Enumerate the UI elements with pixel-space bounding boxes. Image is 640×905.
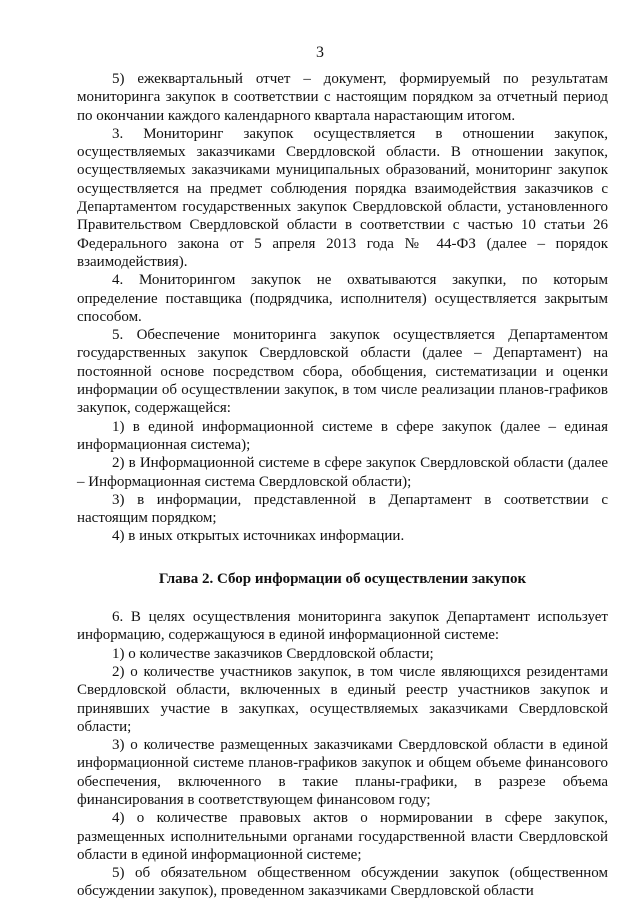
paragraph-6-information-use: 6. В целях осуществления мониторинга закупок Департамент использует информацию, содержащуюся в единой информационной системе: xyxy=(77,609,608,644)
paragraph-4-exclusions: 4. Мониторингом закупок не охватываются закупки, по которым определение поставщика (подрядчика, исполнителя) осуществляется закрытым способом. xyxy=(77,272,608,325)
list-item-participants-count: 2) о количестве участников закупок, в том числе являющихся резидентами Свердловской области, включенных в единый реестр участников закупок и принявших участие в закупках, осуществляемых заказчиками Свердловской области; xyxy=(77,663,608,735)
paragraph-item-5-quarterly-report: 5) ежеквартальный отчет – документ, формируемый по результатам мониторинга закупок в соответствии с настоящим порядком за отчетный период по окончании каждого календарного квартала нарастающим итогом. xyxy=(77,71,608,124)
page-body xyxy=(77,70,608,901)
chapter-heading: Глава 2. Сбор информации об осуществлении закупок xyxy=(158,570,527,587)
list-item-plan-schedules: 3) о количестве размещенных заказчиками Свердловской области в единой информационной системе планов-графиков закупок и общем объеме финансового обеспечения, включенного в такие планы-графики, в разрезе объема финансирования в соответствующем финансовом году; xyxy=(77,737,608,808)
list-item-regional-system: 2) в Информационной системе в сфере закупок Свердловской области (далее – Информационная система Свердловской области); xyxy=(77,455,608,490)
paragraph-3-monitoring-scope: 3. Мониторинг закупок осуществляется в отношении закупок, осуществляемых заказчиками Свердловской области. В отношении закупок, осуществляемых заказчиками муниципальных образований, мониторинг закупок осуществляется на предмет соблюдения порядка взаимодействия заказчиков с Департаментом государственных закупок Свердловской области, установленного Правительством Свердловской области в соответствии с частью 10 статьи 26 Федерального закона от 5 апреля 2013 года № 44-ФЗ (далее – порядок взаимодействия). xyxy=(77,125,608,270)
page-number: 3 xyxy=(316,44,324,61)
list-item-public-discussion: 5) об обязательном общественном обсуждении закупок (общественном обсуждении закупок), проведенном заказчиками Свердловской области xyxy=(77,865,608,900)
list-item-submitted-info: 3) в информации, представленной в Департамент в соответствии с настоящим порядком; xyxy=(77,491,608,527)
list-item-legal-acts: 4) о количестве правовых актов о нормировании в сфере закупок, размещенных исполнительными органами государственной власти Свердловской области в единой информационной системе; xyxy=(77,810,608,863)
paragraph-5-provision: 5. Обеспечение мониторинга закупок осуществляется Департаментом государственных закупок Свердловской области (далее – Департамент) на постоянной основе посредством сбора, обобщения, систематизации и оценки информации об осуществлении закупок, в том числе реализации планов-графиков закупок, содержащейся: xyxy=(77,327,608,417)
list-item-open-sources: 4) в иных открытых источниках информации. xyxy=(112,528,405,545)
list-item-unified-system: 1) в единой информационной системе в сфере закупок (далее – единая информационная система); xyxy=(77,418,608,453)
list-item-customers-count: 1) о количестве заказчиков Свердловской области; xyxy=(112,645,434,662)
